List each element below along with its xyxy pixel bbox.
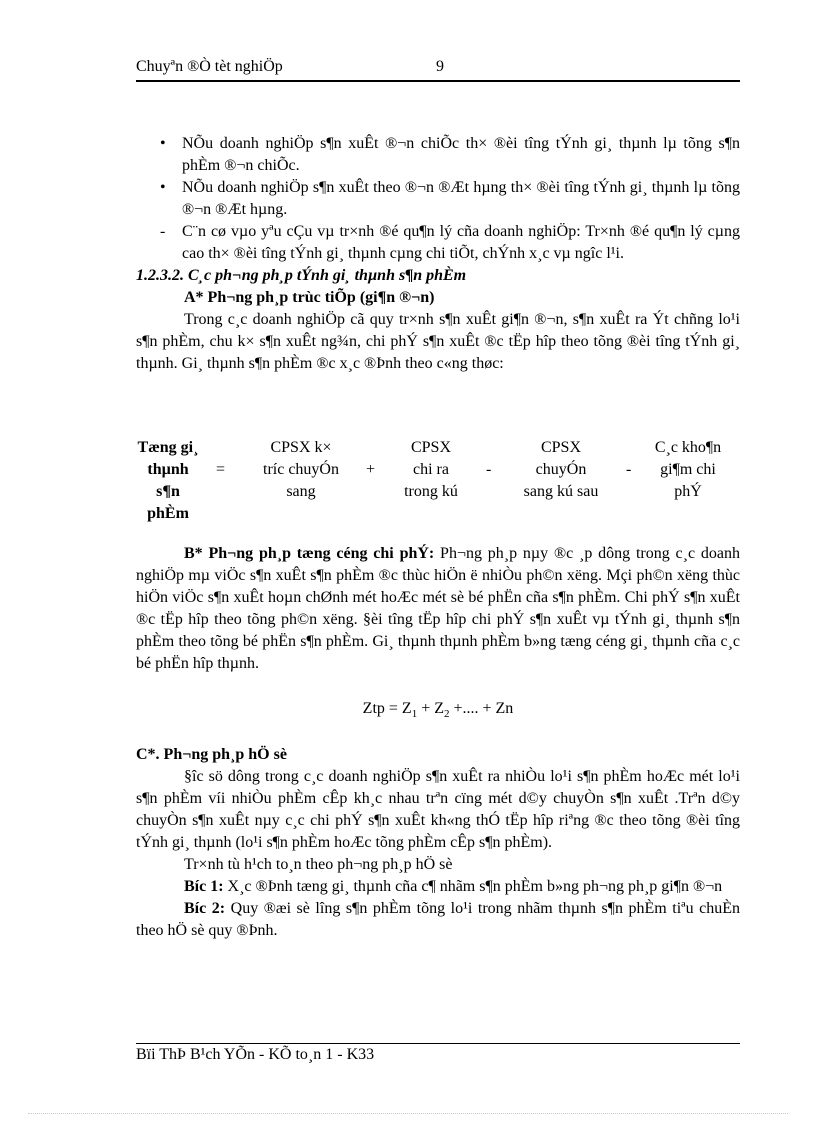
- subsection-c-paragraph: Tr×nh tù h¹ch to¸n theo ph¬ng ph¸p hÖ sè: [184, 856, 453, 873]
- formula-term-line: sang kú sau: [523, 483, 599, 500]
- header-page-number: 9: [436, 58, 444, 75]
- formula-term-line: CPSX: [540, 439, 582, 456]
- formula-term-line: C¸c kho¶n: [654, 439, 722, 456]
- formula-minus: -: [486, 461, 492, 478]
- formula-equals: =: [216, 461, 226, 478]
- formula-left-line: thµnh: [147, 461, 189, 478]
- formula-left-line: phÈm: [147, 505, 189, 522]
- step-1-label: Bíc 1:: [184, 878, 224, 895]
- formula-plus: +: [366, 461, 376, 478]
- subsection-b-text: Ph¬ng ph¸p nµy ®c ¸p dông trong c¸c doanh nghiÖp mµ viÖc s¶n xuÊt s¶n phÈm ®c thùc hiÖn ë nhiÒu ph©n xëng. Mçi ph©n xëng thùc hiÖn viÖc s¶n xuÊt hoµn chØnh mét hoÆc mét sè bé phËn cña s¶n phÈm. Chi phÝ s¶n xuÊt ®c tËp hîp theo tõng ph©n xëng. §èi tîng tËp hîp chi phÝ s¶n xuÊt vµ tÝnh gi¸ thµnh s¶n phÈm theo tõng bé phËn s¶n phÈm. Gi¸ thµnh thµnh phÈm b»ng tæng céng gi¸ thµnh cña c¸c bé phËn hîp thµnh.: [136, 545, 740, 672]
- formula-term-line: tríc chuyÓn: [263, 461, 339, 478]
- subsection-a-heading: A* Ph¬ng ph¸p trùc tiÕp (gi¶n ®¬n): [184, 289, 435, 306]
- formula-minus: -: [626, 461, 632, 478]
- page-header: [136, 58, 740, 82]
- step-1-text: X¸c ®Þnh tæng gi¸ thµnh cña c¶ nhãm s¶n phÈm b»ng ph¬ng ph¸p gi¶n ®¬n: [223, 878, 723, 895]
- dash-item: [136, 221, 740, 265]
- bullet-icon: •: [160, 179, 166, 196]
- equation-subscript: 1: [411, 708, 418, 721]
- formula-left-line: s¶n: [156, 483, 180, 500]
- equation-part: + Z: [417, 700, 444, 717]
- subsection-b-paragraph: [136, 543, 740, 675]
- formula-term-4: [636, 437, 740, 503]
- formula-term-line: CPSX k×: [270, 439, 332, 456]
- step-2-text: Quy ®æi sè lîng s¶n phÈm tõng lo¹i trong nhãm thµnh s¶n phÈm tiªu chuÈn theo hÖ sè quy ®Þnh.: [136, 900, 741, 939]
- step-2-label: Bíc 2:: [184, 900, 226, 917]
- subsection-c-paragraph: §îc sö dông trong c¸c doanh nghiÖp s¶n xuÊt ra nhiÒu lo¹i s¶n phÈm hoÆc mét lo¹i s¶n phÈm víi nhiÒu phÈm cÊp kh¸c nhau trªn cïng mét d©y chuyÒn s¶n xuÊt .Trªn d©y chuyÒn s¶n xuÊt nµy c¸c chi phÝ s¶n xuÊt kh«ng thÓ tËp hîp riªng ®c theo tõng ®èi tîng tÝnh gi¸ thµnh (lo¹i s¶n phÈm hoÆc tõng phÈm cÊp s¶n phÈm).: [136, 768, 740, 851]
- page-bottom-border: [28, 1113, 788, 1114]
- dash-text: C¨n cø vµo yªu cÇu vµ tr×nh ®é qu¶n lý cña doanh nghiÖp: Tr×nh ®é qu¶n lý cµng cao th× ®èi tîng tÝnh gi¸ thµnh cµng chi tiÕt, chÝnh x¸c vµ ngîc l¹i.: [182, 223, 740, 262]
- formula-term-1: [236, 437, 366, 503]
- formula-term-line: gi¶m chi: [660, 461, 716, 478]
- subsection-a-paragraph: Trong c¸c doanh nghiÖp cã quy tr×nh s¶n xuÊt gi¶n ®¬n, s¶n xuÊt ra Ýt chñng lo¹i s¶n phÈm, chu k× s¶n xuÊt ng¾n, chi phÝ s¶n xuÊt ®c tËp hîp theo tõng ®èi tîng tÝnh gi¸ thµnh. Gi¸ thµnh s¶n phÈm ®c x¸c ®Þnh theo c«ng thøc:: [136, 311, 740, 372]
- footer-text: Bïi ThÞ B¹ch YÕn - KÕ to¸n 1 - K33: [136, 1046, 375, 1063]
- formula-term-line: phÝ: [674, 483, 702, 500]
- cost-formula: [136, 437, 740, 527]
- subsection-b-label: B* Ph¬ng ph¸p tæng céng chi phÝ:: [184, 545, 435, 562]
- formula-left-term: [136, 437, 200, 525]
- step-1: [136, 876, 740, 898]
- dash-icon: -: [160, 223, 166, 240]
- bullet-item: [136, 177, 740, 221]
- equation-subscript: 2: [443, 708, 450, 721]
- footer-rule: [136, 1043, 740, 1044]
- subsection-c-heading: C*. Ph¬ng ph¸p hÖ sè: [136, 746, 287, 763]
- formula-term-2: [376, 437, 486, 503]
- formula-left-line: Tæng gi¸: [137, 439, 199, 456]
- header-rule: [136, 80, 740, 82]
- formula-term-line: CPSX: [410, 439, 452, 456]
- subsection-b: [136, 543, 740, 675]
- formula-term-line: chuyÓn: [535, 461, 587, 478]
- formula-term-line: sang: [286, 483, 316, 500]
- formula-term-3: [496, 437, 626, 503]
- formula-term-line: trong kú: [404, 483, 458, 500]
- bullet-item: [136, 133, 740, 177]
- equation-part: +.... + Zn: [449, 700, 514, 717]
- bullet-text: NÕu doanh nghiÖp s¶n xuÊt ®¬n chiÕc th× ®èi tîng tÝnh gi¸ thµnh lµ tõng s¶n phÈm ®¬n chiÕc.: [182, 135, 740, 174]
- bullet-text: NÕu doanh nghiÖp s¶n xuÊt theo ®¬n ®Æt hµng th× ®èi tîng tÝnh gi¸ thµnh lµ tõng ®¬n ®Æt hµng.: [182, 179, 740, 218]
- step-2: [136, 898, 740, 942]
- subsection-c: [136, 744, 740, 942]
- formula-term-line: chi ra: [413, 461, 449, 478]
- section-heading: 1.2.3.2. C¸c ph¬ng ph¸p tÝnh gi¸ thµnh s¶n phÈm: [136, 267, 467, 284]
- header-title: Chuyªn ®Ò tèt nghiÖp: [136, 58, 283, 75]
- sum-equation: [136, 698, 740, 725]
- bullet-icon: •: [160, 135, 166, 152]
- bullet-list: [136, 133, 740, 375]
- equation-part: Ztp = Z: [362, 700, 412, 717]
